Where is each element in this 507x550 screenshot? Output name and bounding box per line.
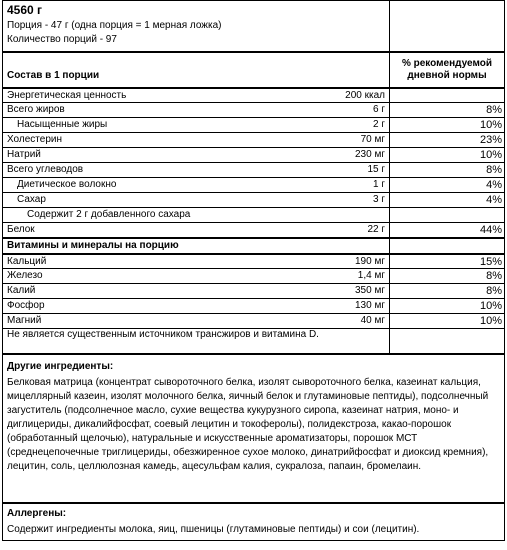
vitamins-title: Витамины и минералы на порцию [2, 239, 390, 253]
package-amount: 4560 г [7, 3, 43, 17]
trans-fat-note-row [2, 328, 505, 353]
nutrient-row [2, 87, 505, 102]
vitamin-name: Железо [7, 270, 43, 281]
vitamin-row [2, 253, 505, 268]
nutrient-row [2, 162, 505, 177]
vitamin-dv: 10% [390, 299, 505, 313]
nutrient-name: Всего углеводов [7, 164, 84, 175]
vitamin-name: Калий [7, 285, 36, 296]
vitamin-row [2, 268, 505, 283]
vitamin-row [2, 313, 505, 328]
nutrient-row [2, 147, 505, 162]
nutrient-dv: 44% [390, 223, 505, 237]
nutrient-row [2, 177, 505, 192]
vitamin-name: Магний [7, 315, 42, 326]
vitamin-amount: 190 мг [355, 255, 385, 267]
label-header [2, 0, 505, 51]
nutrient-dv: 4% [390, 193, 505, 207]
allergens-text: Содержит ингредиенты молока, яиц, пшеницы (глутаминовые пептиды) и сои (лецитин). [7, 524, 420, 535]
nutrient-name: Диетическое волокно [17, 179, 117, 190]
vitamin-dv: 10% [390, 314, 505, 328]
vitamin-amount: 1,4 мг [357, 270, 385, 281]
vitamin-row [2, 283, 505, 298]
ingredients-title: Другие ингредиенты: [7, 361, 114, 372]
vitamin-row [2, 298, 505, 313]
nutrient-row [2, 222, 505, 237]
nutrient-amount: 230 мг [355, 149, 385, 160]
composition-title: Состав в 1 порции [2, 53, 390, 87]
vitamin-amount: 350 мг [355, 285, 385, 296]
nutrient-amount: 3 г [373, 194, 385, 205]
nutrient-dv [390, 208, 505, 222]
daily-value-header: % рекомендуемой дневной нормы [390, 53, 505, 87]
vitamin-amount: 40 мг [360, 315, 385, 326]
nutrient-amount: 6 г [373, 104, 385, 115]
serving-size: Порция - 47 г (одна порция = 1 мерная ложка) [7, 20, 222, 31]
allergens-section [2, 502, 505, 541]
nutrient-amount: 1 г [373, 179, 385, 190]
nutrient-row [2, 132, 505, 147]
vitamins-header [2, 237, 505, 253]
nutrient-amount: 15 г [367, 164, 385, 175]
composition-header [2, 51, 505, 87]
nutrient-name: Всего жиров [7, 104, 65, 115]
vitamin-dv: 8% [390, 269, 505, 283]
nutrient-dv: 4% [390, 178, 505, 192]
ingredients-text: Белковая матрица (концентрат сывороточного белка, изолят сывороточного белка, казеинат кальция, мицеллярный казеин, изолят молочного белка, яичный белок и глутаминовые пептиды), подсолнечный загуститель (подсолнечное масло, сухие вещества кукурузного сиропа, казеинат натрия, моно- и диглицериды, дикалийфосфат, соевый лецитин и токоферолы), полидекстроза, какао-порошок (обработанный щелочью), натуральные и искусственные ароматизаторы, порошок МСТ (среднецепочечные триглицериды, обезжиренное сухое молоко, динатрийфосфат и диоксид кремния), лецитин, соль, целлюлозная камедь, ацесульфам калия, сукралоза, папаин, бромелаин. [7, 377, 489, 472]
nutrient-dv: 23% [390, 133, 505, 147]
nutrient-dv: 10% [390, 148, 505, 162]
vitamin-amount: 130 мг [355, 300, 385, 311]
nutrient-amount: 70 мг [360, 134, 385, 145]
trans-fat-note: Не является существенным источником трансжиров и витамина D. [2, 329, 390, 353]
nutrition-facts-label [2, 0, 505, 541]
nutrient-name: Содержит 2 г добавленного сахара [27, 209, 191, 220]
vitamin-dv: 8% [390, 284, 505, 298]
nutrient-amount: 200 ккал [345, 89, 385, 101]
vitamin-dv: 15% [390, 255, 505, 268]
nutrient-row [2, 192, 505, 207]
nutrient-dv: 10% [390, 118, 505, 132]
nutrient-name: Насыщенные жиры [17, 119, 108, 130]
ingredients-section [2, 353, 505, 502]
nutrient-name: Белок [7, 224, 35, 235]
vitamin-name: Фосфор [7, 300, 45, 311]
nutrient-amount: 22 г [367, 224, 385, 235]
nutrient-name: Натрий [7, 149, 41, 160]
servings-count: Количество порций - 97 [7, 34, 117, 45]
nutrient-name: Энергетическая ценность [7, 89, 127, 101]
nutrient-row [2, 117, 505, 132]
nutrient-amount: 2 г [373, 119, 385, 130]
nutrient-row [2, 102, 505, 117]
nutrient-dv: 8% [390, 163, 505, 177]
vitamin-name: Кальций [7, 255, 47, 267]
nutrient-name: Сахар [17, 194, 46, 205]
nutrient-name: Холестерин [7, 134, 62, 145]
allergens-title: Аллергены: [7, 508, 67, 519]
nutrient-dv: 8% [390, 103, 505, 117]
nutrient-dv [390, 89, 505, 102]
nutrient-row [2, 207, 505, 222]
